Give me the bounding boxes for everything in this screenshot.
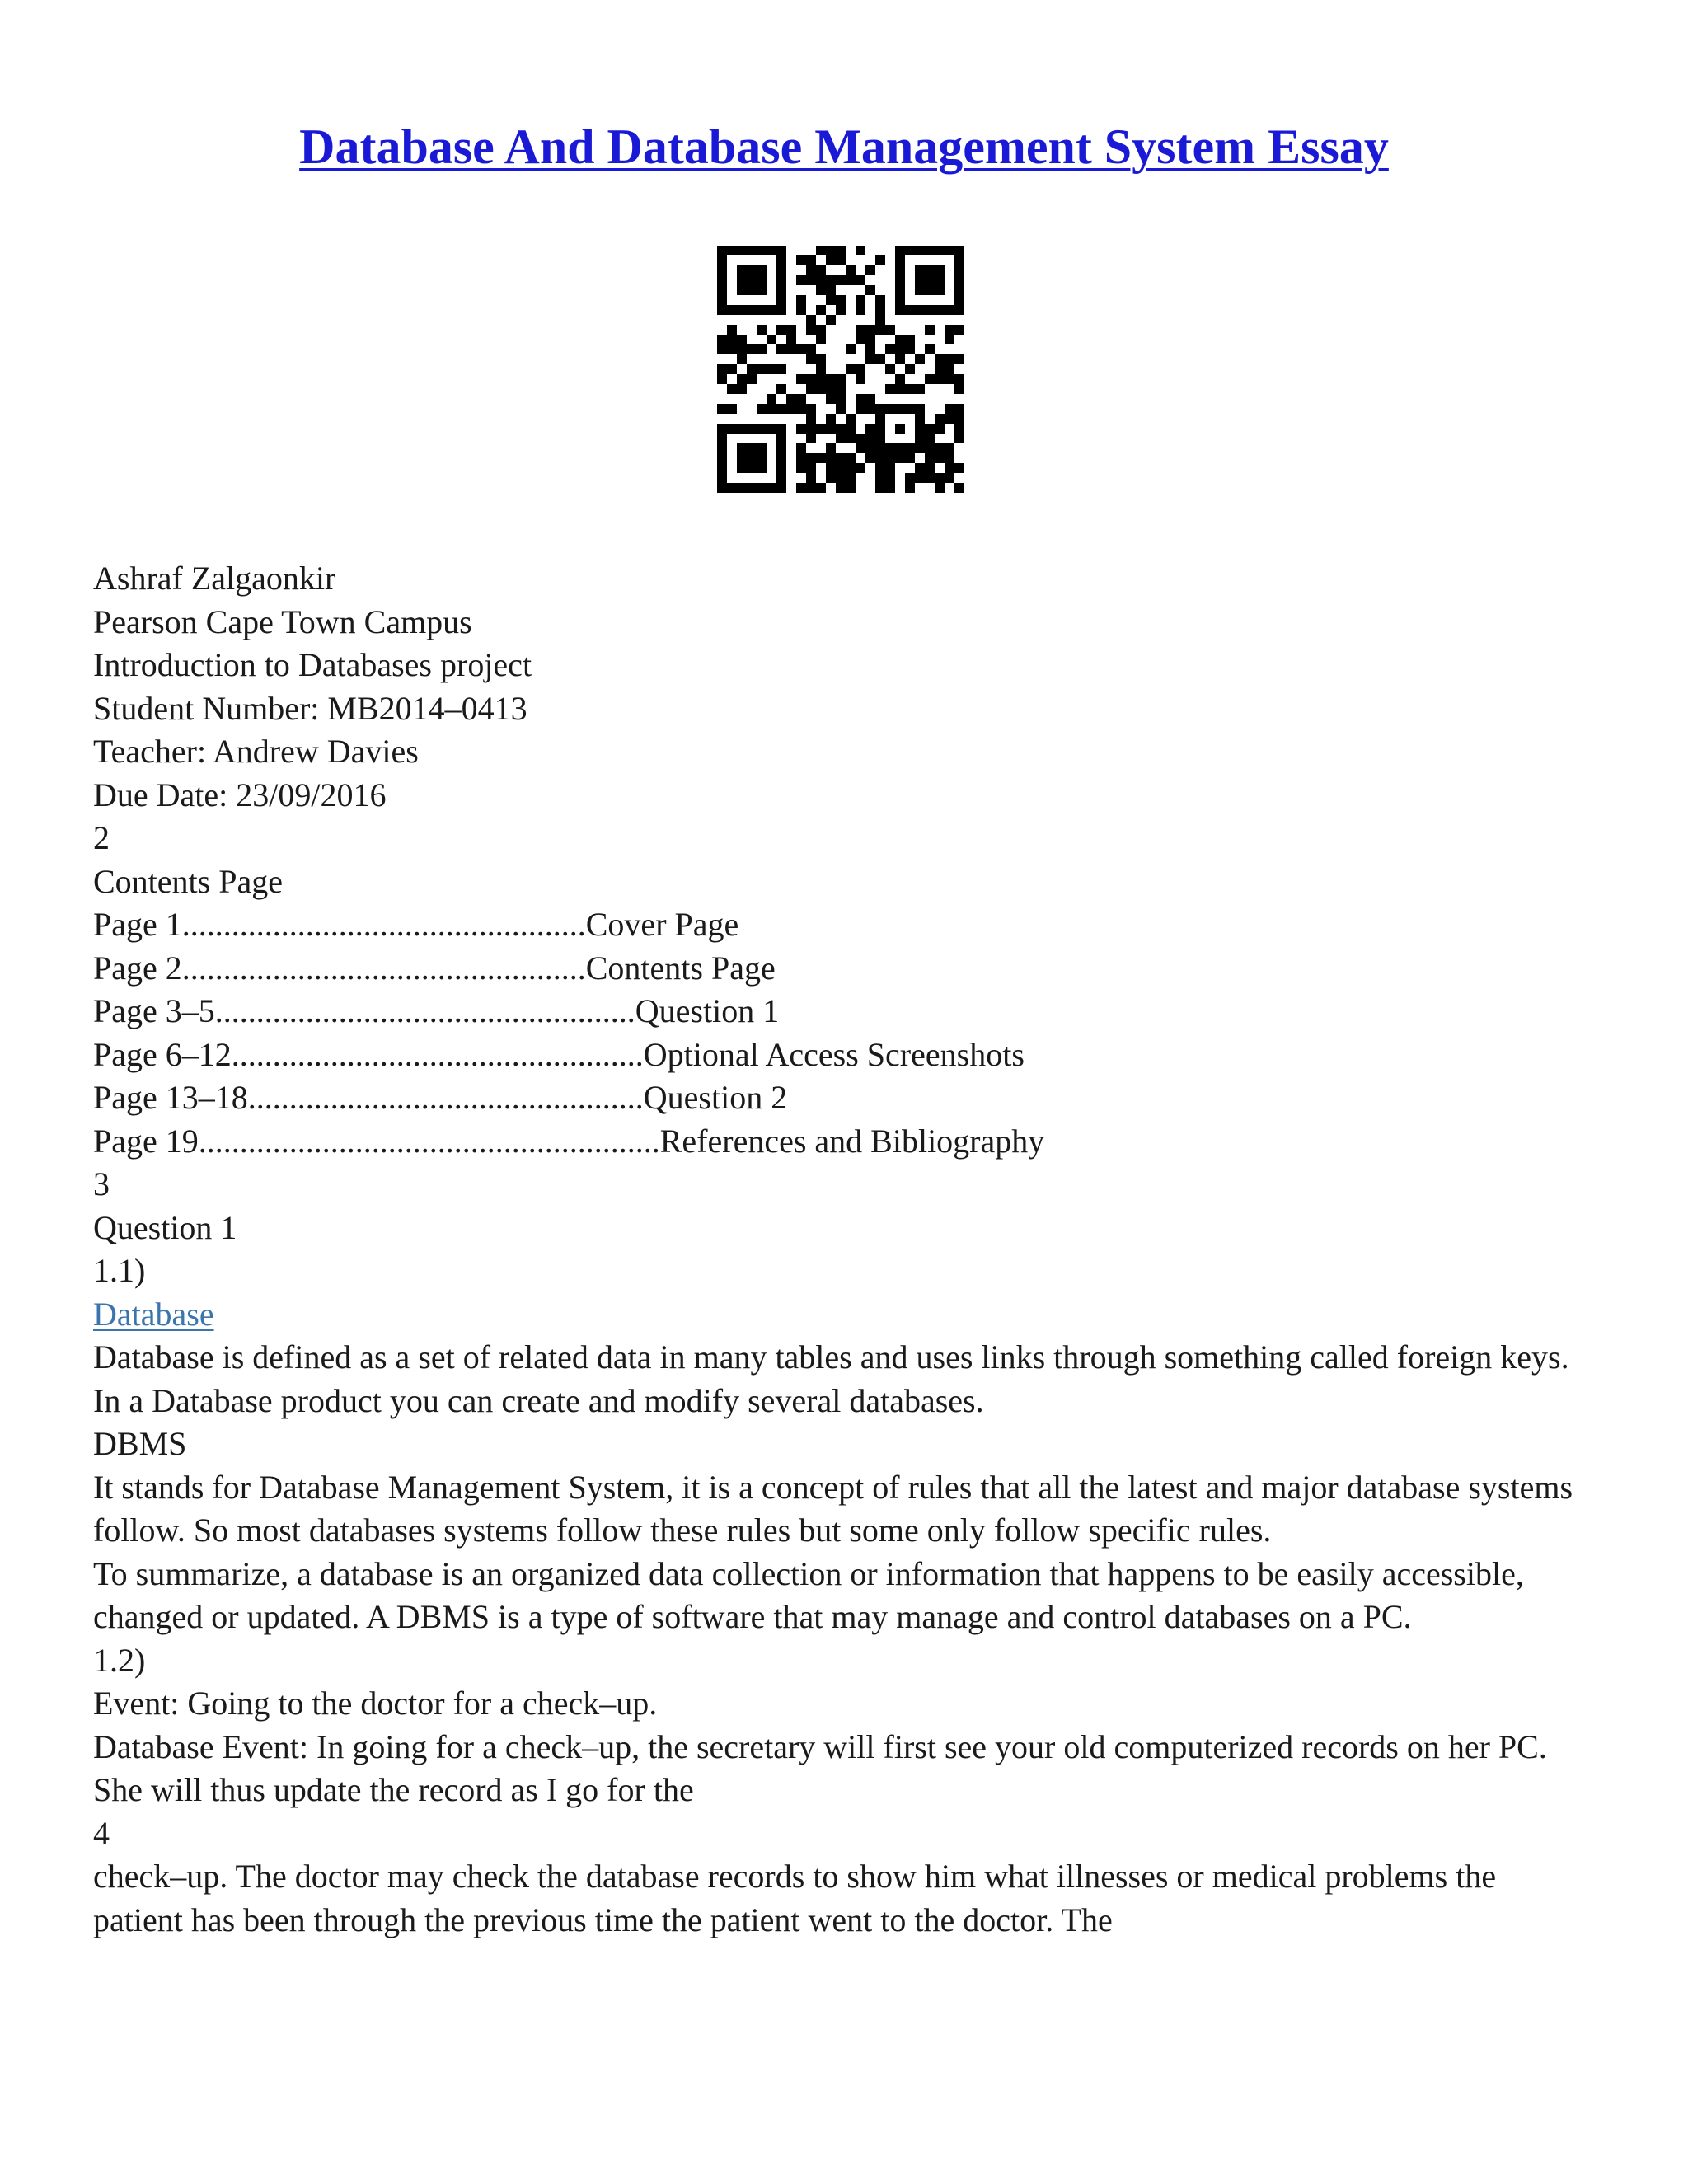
question-heading: Question 1 [93, 1208, 237, 1246]
event-text: Event: Going to the doctor for a check–up. [93, 1685, 658, 1722]
subquestion-label: 1.1) [93, 1252, 146, 1289]
author-name: Ashraf Zalgaonkir [93, 560, 336, 597]
continuation-paragraph: check–up. The doctor may check the database records to show him what illnesses or medical problems the patient has been through the previous time the patient went to the doctor. The [93, 1858, 1497, 1938]
summary-paragraph: To summarize, a database is an organized data collection or information that happens to be easily accessible, changed or updated. A DBMS is a type of software that may manage and control databases on a PC. [93, 1554, 1524, 1635]
page-number: 4 [93, 1814, 110, 1852]
subquestion-label: 1.2) [93, 1641, 146, 1679]
teacher-name: Teacher: Andrew Davies [93, 733, 419, 770]
dbms-definition: It stands for Database Management System, it is a concept of rules that all the latest and major database systems follow. So most databases systems follow these rules but some only follow specific rules. [93, 1468, 1573, 1549]
due-date: Due Date: 23/09/2016 [93, 776, 387, 813]
toc-entry: Page 1.................................................Cover Page [93, 906, 739, 943]
database-event-text: Database Event: In going for a check–up, the secretary will first see your old computerized records on her PC. She will thus update the record as I go for the [93, 1727, 1547, 1808]
student-number: Student Number: MB2014–0413 [93, 689, 528, 727]
document-title-link[interactable]: Database And Database Management System Essay [299, 120, 1389, 174]
page-number: 2 [93, 819, 110, 856]
toc-entry: Page 2.................................................Contents Page [93, 949, 776, 987]
document-title-block [0, 114, 1688, 180]
toc-entry: Page 13–18................................................Question 2 [93, 1079, 788, 1116]
database-link-line [93, 1293, 1593, 1337]
toc-entry: Page 19........................................................References and Bibliography [93, 1122, 1045, 1160]
dbms-heading: DBMS [93, 1425, 187, 1462]
project-name: Introduction to Databases project [93, 646, 532, 683]
toc-entry: Page 3–5...................................................Question 1 [93, 992, 780, 1029]
toc-entry: Page 6–12..................................................Optional Access Screenshots [93, 1035, 1025, 1073]
campus-name: Pearson Cape Town Campus [93, 602, 472, 640]
page-number: 3 [93, 1165, 110, 1202]
qr-code-icon [717, 246, 964, 493]
document-body [93, 557, 1593, 1942]
database-definition: Database is defined as a set of related data in many tables and uses links through something called foreign keys. In a Database product you can create and modify several databases. [93, 1338, 1569, 1419]
database-link[interactable]: Database [93, 1295, 214, 1333]
contents-heading: Contents Page [93, 862, 283, 900]
